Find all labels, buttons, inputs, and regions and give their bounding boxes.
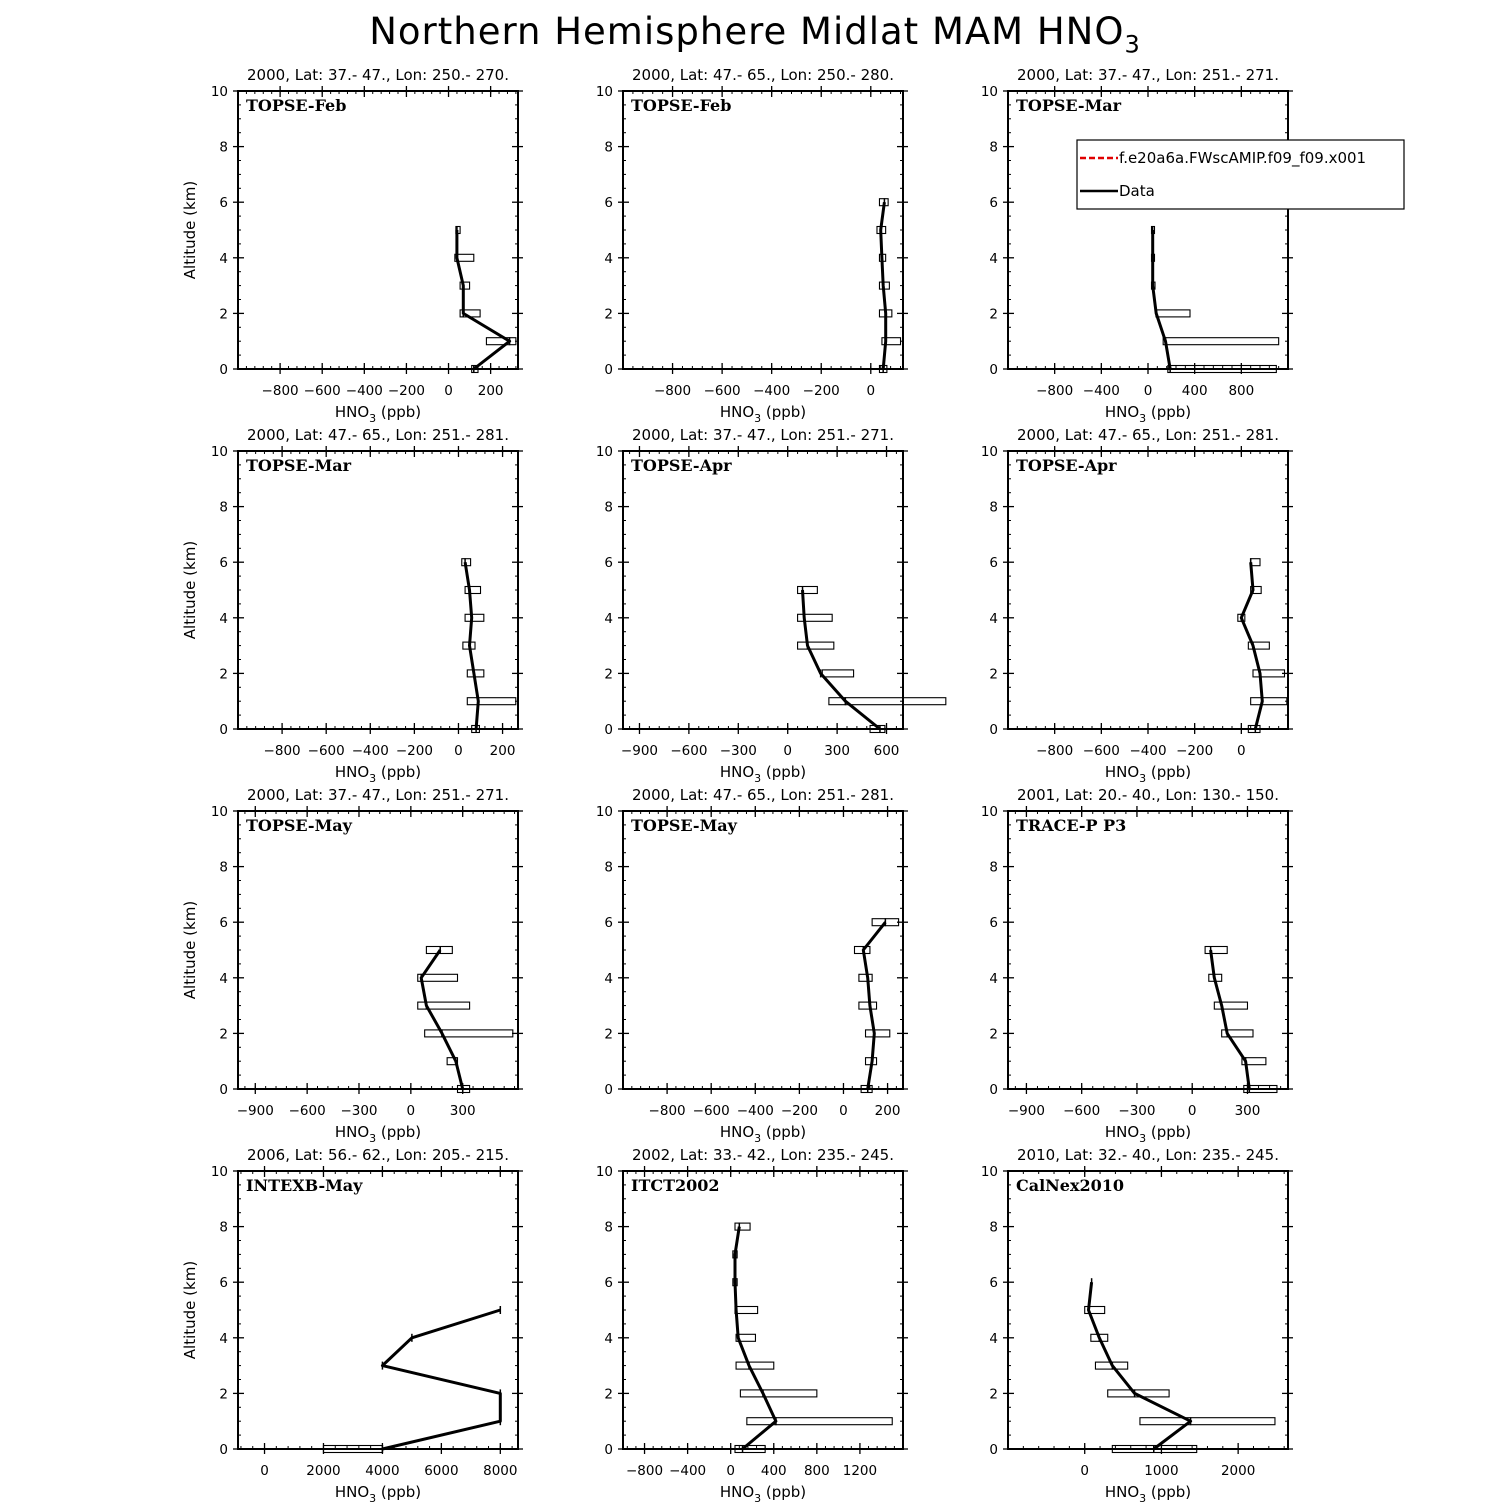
panel-12: [981, 1146, 1293, 1505]
x-tick-label: −900: [1007, 1103, 1045, 1119]
y-tick-label: 10: [595, 804, 613, 820]
y-tick-label: 10: [210, 444, 228, 460]
x-tick-label: 200: [477, 383, 504, 399]
y-tick-label: 0: [989, 722, 998, 738]
y-tick-label: 10: [210, 84, 228, 100]
y-tick-label: 6: [989, 915, 998, 932]
x-axis-label: $HNO_3$ (ppb): [1104, 1123, 1192, 1145]
y-tick-label: 8: [989, 859, 998, 876]
data-range-box: [859, 1002, 877, 1009]
y-tick-label: 6: [219, 195, 228, 212]
y-axis-label: Altitude (km): [181, 540, 199, 640]
x-tick-label: −200: [780, 1103, 818, 1119]
data-range-box: [467, 698, 516, 705]
x-tick-label: −900: [236, 1103, 274, 1119]
data-range-box: [425, 1030, 513, 1037]
x-tick-label: −200: [395, 743, 433, 759]
y-tick-label: 2: [604, 1386, 613, 1403]
campaign-label: TOPSE-Apr: [1016, 456, 1117, 475]
plot-frame: [1008, 451, 1288, 729]
x-tick-label: −800: [261, 383, 299, 399]
data-range-box: [736, 1362, 774, 1369]
y-tick-label: 6: [219, 915, 228, 932]
data-range-box: [465, 614, 484, 621]
y-tick-label: 8: [219, 859, 228, 876]
y-tick-label: 6: [219, 555, 228, 572]
data-line: [803, 590, 880, 729]
x-tick-label: 300: [824, 743, 851, 759]
plot-frame: [238, 91, 518, 369]
x-tick-label: 0: [260, 1463, 269, 1479]
legend-label: f.e20a6a.FWscAMIP.f09_f09.x001: [1119, 149, 1367, 167]
campaign-label: TOPSE-Feb: [246, 96, 347, 115]
data-range-box: [747, 1418, 892, 1425]
y-tick-label: 0: [604, 362, 613, 378]
y-axis-label: Altitude (km): [181, 1260, 199, 1360]
panel-header: 2001, Lat: 20.- 40., Lon: 130.- 150.: [1017, 786, 1279, 804]
y-tick-label: 6: [989, 195, 998, 212]
x-axis-label: $HNO_3$ (ppb): [334, 1123, 422, 1145]
y-tick-label: 8: [989, 499, 998, 516]
data-range-box: [465, 587, 480, 594]
x-axis-label: $HNO_3$ (ppb): [719, 1483, 807, 1505]
x-tick-label: −300: [340, 1103, 378, 1119]
y-tick-label: 6: [219, 1275, 228, 1292]
y-tick-label: 10: [980, 1164, 998, 1180]
x-tick-label: 0: [406, 1103, 416, 1119]
campaign-label: TOPSE-Mar: [1016, 96, 1122, 115]
y-tick-label: 0: [989, 362, 998, 378]
x-tick-label: 600: [873, 743, 900, 759]
y-tick-label: 10: [980, 444, 998, 460]
y-tick-label: 6: [604, 555, 613, 572]
campaign-label: TOPSE-May: [631, 816, 737, 835]
x-tick-label: 1000: [1144, 1463, 1179, 1479]
data-range-box: [822, 670, 853, 677]
x-tick-label: 0: [726, 1463, 735, 1479]
x-axis-label: $HNO_3$ (ppb): [334, 403, 422, 425]
y-tick-label: 4: [989, 250, 998, 267]
y-tick-label: 10: [980, 84, 998, 100]
data-range-box: [735, 1223, 750, 1230]
plot-frame: [1008, 1171, 1288, 1449]
panel-header: 2000, Lat: 47.- 65., Lon: 251.- 281.: [247, 426, 509, 444]
x-tick-label: −300: [1118, 1103, 1156, 1119]
x-axis-label: $HNO_3$ (ppb): [1104, 763, 1192, 785]
y-tick-label: 4: [219, 610, 228, 627]
data-range-box: [1140, 1418, 1275, 1425]
y-tick-label: 10: [210, 1164, 228, 1180]
x-tick-label: 0: [783, 743, 793, 759]
campaign-label: TOPSE-Apr: [631, 456, 732, 475]
x-tick-label: 0: [454, 743, 463, 759]
x-tick-label: 0: [444, 383, 453, 399]
panel-11: [596, 1146, 908, 1505]
y-tick-label: 2: [604, 306, 613, 323]
y-tick-label: 2: [989, 1386, 998, 1403]
x-axis-label: $HNO_3$ (ppb): [719, 763, 807, 785]
x-tick-label: 0: [1237, 743, 1246, 759]
x-tick-label: −600: [288, 1103, 326, 1119]
x-tick-label: −200: [387, 383, 425, 399]
y-tick-label: 8: [604, 1219, 613, 1236]
data-range-box: [1156, 310, 1190, 317]
y-tick-label: 2: [604, 1026, 613, 1043]
x-tick-label: −600: [692, 1103, 730, 1119]
plot-frame: [1008, 811, 1288, 1089]
data-range-box: [798, 642, 834, 649]
y-tick-label: 0: [604, 722, 613, 738]
x-tick-label: 200: [489, 743, 516, 759]
y-tick-label: 4: [604, 1330, 613, 1347]
y-tick-label: 2: [219, 306, 228, 323]
y-tick-label: 10: [595, 1164, 613, 1180]
x-axis-label: $HNO_3$ (ppb): [1104, 1483, 1192, 1505]
campaign-label: TRACE-P P3: [1016, 816, 1127, 835]
x-tick-label: −400: [351, 743, 389, 759]
panel-header: 2000, Lat: 47.- 65., Lon: 251.- 281.: [632, 786, 894, 804]
y-tick-label: 6: [604, 915, 613, 932]
panel-7: [181, 786, 523, 1145]
y-axis-label: Altitude (km): [181, 180, 199, 280]
y-tick-label: 4: [989, 610, 998, 627]
x-tick-label: 6000: [424, 1463, 459, 1479]
legend: [1077, 140, 1404, 209]
y-tick-label: 8: [219, 139, 228, 156]
panel-header: 2006, Lat: 56.- 62., Lon: 205.- 215.: [247, 1146, 509, 1164]
x-tick-label: 400: [760, 1463, 787, 1479]
y-tick-label: 4: [219, 970, 228, 987]
y-tick-label: 6: [989, 555, 998, 572]
y-tick-label: 0: [989, 1442, 998, 1458]
x-tick-label: −800: [648, 1103, 686, 1119]
x-tick-label: −400: [1082, 383, 1120, 399]
x-tick-label: −400: [345, 383, 383, 399]
y-axis-label: Altitude (km): [181, 900, 199, 1000]
y-tick-label: 2: [219, 1026, 228, 1043]
y-tick-label: 2: [219, 1386, 228, 1403]
x-tick-label: 0: [839, 1103, 848, 1119]
panel-10: [181, 1146, 523, 1505]
plot-frame: [238, 1171, 518, 1449]
y-tick-label: 10: [595, 444, 613, 460]
y-tick-label: 8: [219, 1219, 228, 1236]
x-tick-label: 2000: [1220, 1463, 1256, 1479]
y-tick-label: 2: [219, 666, 228, 683]
x-axis-label: $HNO_3$ (ppb): [1104, 403, 1192, 425]
y-tick-label: 0: [989, 1082, 998, 1098]
plot-frame: [623, 811, 903, 1089]
x-axis-label: $HNO_3$ (ppb): [719, 403, 807, 425]
data-line: [1211, 950, 1250, 1089]
plot-frame: [623, 1171, 903, 1449]
x-tick-label: −200: [802, 383, 840, 399]
campaign-label: TOPSE-Feb: [631, 96, 732, 115]
x-axis-label: $HNO_3$ (ppb): [334, 763, 422, 785]
data-line: [863, 922, 885, 1089]
data-range-box: [866, 1030, 890, 1037]
y-tick-label: 4: [219, 250, 228, 267]
x-tick-label: −600: [703, 383, 741, 399]
panel-header: 2010, Lat: 32.- 40., Lon: 235.- 245.: [1017, 1146, 1279, 1164]
y-tick-label: 4: [989, 970, 998, 987]
campaign-label: TOPSE-May: [246, 816, 352, 835]
data-line: [382, 1310, 500, 1449]
panel-1: [181, 66, 523, 425]
y-tick-label: 0: [219, 1442, 228, 1458]
x-tick-label: −300: [719, 743, 757, 759]
x-tick-label: 300: [449, 1103, 476, 1119]
x-tick-label: −600: [1082, 743, 1120, 759]
x-axis-label: $HNO_3$ (ppb): [334, 1483, 422, 1505]
data-range-box: [1214, 1002, 1247, 1009]
x-tick-label: −600: [307, 743, 345, 759]
data-line: [421, 950, 463, 1089]
panel-header: 2000, Lat: 37.- 47., Lon: 251.- 271.: [247, 786, 509, 804]
data-range-box: [740, 1390, 816, 1397]
legend-label: Data: [1119, 182, 1155, 200]
panel-header: 2002, Lat: 33.- 42., Lon: 235.- 245.: [632, 1146, 894, 1164]
panel-3: [981, 66, 1293, 425]
x-tick-label: −400: [736, 1103, 774, 1119]
panel-header: 2000, Lat: 37.- 47., Lon: 250.- 270.: [247, 66, 509, 84]
plot-frame: [623, 451, 903, 729]
y-tick-label: 0: [219, 722, 228, 738]
plot-frame: [1008, 91, 1288, 369]
x-tick-label: 300: [1234, 1103, 1261, 1119]
y-tick-label: 4: [219, 1330, 228, 1347]
x-tick-label: 2000: [306, 1463, 341, 1479]
x-tick-label: −800: [625, 1463, 664, 1479]
panel-header: 2000, Lat: 37.- 47., Lon: 251.- 271.: [1017, 66, 1279, 84]
data-range-box: [859, 974, 872, 981]
x-tick-label: 0: [866, 383, 876, 399]
x-tick-label: 0: [1143, 383, 1153, 399]
data-range-box: [1205, 947, 1227, 954]
y-tick-label: 6: [604, 195, 613, 212]
campaign-label: ITCT2002: [631, 1176, 720, 1195]
y-tick-label: 2: [989, 666, 998, 683]
y-tick-label: 0: [604, 1442, 613, 1458]
data-line: [1241, 562, 1262, 729]
x-tick-label: 4000: [365, 1463, 400, 1479]
y-tick-label: 0: [219, 362, 228, 378]
x-tick-label: −200: [1176, 743, 1214, 759]
data-range-box: [798, 587, 818, 594]
data-range-box: [735, 1307, 758, 1314]
y-tick-label: 8: [219, 499, 228, 516]
x-tick-label: 800: [1228, 383, 1255, 399]
y-tick-label: 0: [604, 1082, 613, 1098]
x-tick-label: −900: [620, 743, 659, 759]
y-tick-label: 6: [604, 1275, 613, 1292]
panel-4: [181, 426, 523, 785]
x-tick-label: −400: [753, 383, 791, 399]
x-tick-label: 400: [1181, 383, 1208, 399]
y-tick-label: 8: [604, 499, 613, 516]
panel-8: [596, 786, 908, 1145]
x-tick-label: −800: [1036, 743, 1074, 759]
plot-frame: [623, 91, 903, 369]
x-tick-label: 800: [803, 1463, 830, 1479]
y-tick-label: 10: [980, 804, 998, 820]
y-tick-label: 8: [604, 139, 613, 156]
x-tick-label: −800: [263, 743, 301, 759]
panel-5: [596, 426, 946, 785]
y-tick-label: 2: [604, 666, 613, 683]
panel-6: [981, 426, 1293, 785]
y-tick-label: 10: [210, 804, 228, 820]
data-range-box: [486, 338, 515, 345]
data-range-box: [1163, 338, 1279, 345]
panel-header: 2000, Lat: 37.- 47., Lon: 251.- 271.: [632, 426, 894, 444]
y-tick-label: 6: [989, 1275, 998, 1292]
y-tick-label: 4: [604, 610, 613, 627]
y-tick-label: 4: [604, 250, 613, 267]
x-tick-label: 8000: [483, 1463, 518, 1479]
x-tick-label: −800: [1036, 383, 1074, 399]
y-tick-label: 8: [989, 1219, 998, 1236]
panel-header: 2000, Lat: 47.- 65., Lon: 251.- 281.: [1017, 426, 1279, 444]
data-range-box: [1251, 698, 1287, 705]
x-tick-label: 200: [874, 1103, 901, 1119]
plot-frame: [238, 811, 518, 1089]
data-line: [1153, 230, 1171, 369]
x-tick-label: −600: [303, 383, 341, 399]
y-tick-label: 8: [604, 859, 613, 876]
x-axis-label: $HNO_3$ (ppb): [719, 1123, 807, 1145]
panel-9: [981, 786, 1293, 1145]
x-tick-label: −800: [654, 383, 692, 399]
x-tick-label: 1200: [842, 1463, 878, 1479]
y-tick-label: 2: [989, 306, 998, 323]
panel-header: 2000, Lat: 47.- 65., Lon: 250.- 280.: [632, 66, 894, 84]
campaign-label: CalNex2010: [1016, 1176, 1125, 1195]
x-tick-label: −600: [1063, 1103, 1101, 1119]
data-range-box: [1253, 670, 1285, 677]
y-tick-label: 2: [989, 1026, 998, 1043]
y-tick-label: 4: [989, 1330, 998, 1347]
figure-title: Northern Hemisphere Midlat MAM $HNO_3$: [369, 10, 1141, 59]
y-tick-label: 4: [604, 970, 613, 987]
y-tick-label: 8: [989, 139, 998, 156]
x-tick-label: −400: [669, 1463, 707, 1479]
data-line: [457, 230, 510, 369]
x-tick-label: 0: [1080, 1463, 1090, 1479]
y-tick-label: 0: [219, 1082, 228, 1098]
panel-2: [596, 66, 908, 425]
x-tick-label: −600: [670, 743, 708, 759]
x-tick-label: 0: [1187, 1103, 1197, 1119]
x-tick-label: −400: [1129, 743, 1167, 759]
campaign-label: INTEXB-May: [246, 1176, 363, 1195]
y-tick-label: 10: [595, 84, 613, 100]
campaign-label: TOPSE-Mar: [246, 456, 352, 475]
